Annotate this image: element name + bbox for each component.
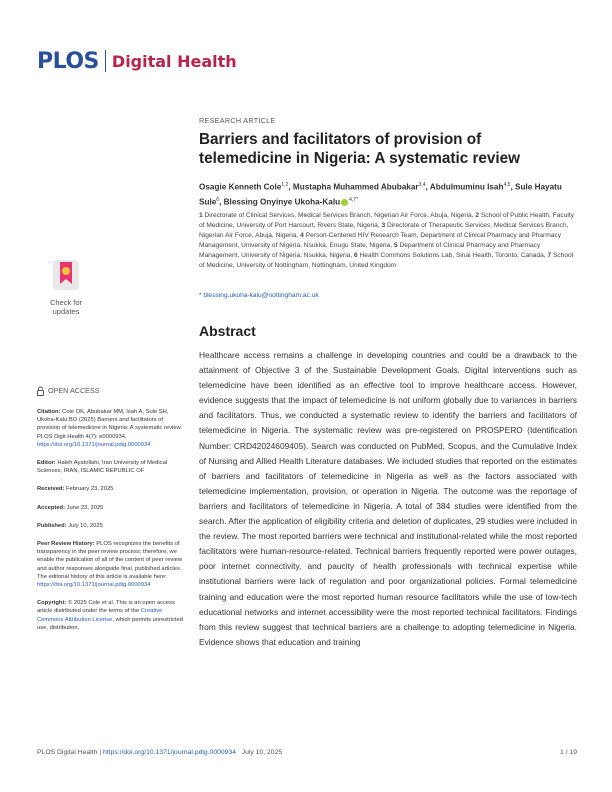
logo-divider: [105, 50, 106, 72]
received-date: Received: February 23, 2025: [37, 486, 114, 493]
peer-review-history: Peer Review History: PLOS recognizes the benefits of transparency in the peer review process; therefore, we enable the publication of all of the content of peer review and author responses alongside final, published articles. The editorial history of this article is available here: https://doi.org/10.1371/journal.pdig.0000934: [37, 541, 183, 589]
peer-review-link[interactable]: https://doi.org/10.1371/journal.pdig.0000934: [37, 582, 151, 589]
check-for-updates-badge[interactable]: [42, 258, 90, 316]
open-access-label: OPEN ACCESS: [37, 386, 187, 396]
affiliations: 1 Directorate of Clinical Services, Medical Services Branch, Nigerian Air Force, Abuja, Nigeria, 2 School of Public Health, Faculty of Medicine, University of Port Harcourt, Rivers State, Nigeria, 3 Directorate of Therapeutic Services, Medical Services Branch, Nigerian Air Force, Abuja, Nigeria, 4 Person-Centered HIV Research Team, Department of Clinical Pharmacy and Pharmacy Management, University of Nigeria, Nsukka, Enugu State, Nigeria, 5 Department of Clinical Pharmacy and Pharmacy Management, University of Nigeria, Nsukka, Nigeria, 6 Health Commons Solutions Lab, Sinai Health, Toronto, Canada, 7 School of Medicine, University of Nottingham, Nottingham, United Kingdom: [199, 212, 574, 270]
orcid-icon[interactable]: [341, 199, 348, 206]
abstract-heading: Abstract: [199, 323, 256, 339]
editor: Editor: Haleh Ayatollahi, Iran University of Medical Sciences, IRAN, ISLAMIC REPUBLIC OF: [37, 460, 168, 475]
article-title: Barriers and facilitators of provision of telemedicine in Nigeria: A systematic review: [199, 131, 521, 167]
abstract-text: Healthcare access remains a challenge in developing countries and could be a drawback to the attainment of Objective 3 of the Sustainable Development Goals. Digital interventions such as telemedicine have been identified as an effective tool to improve healthcare access. However, evidence suggests that the impact of telemedicine is not uniform globally due to variances in barriers and facilitators. Thus, we conducted a systematic review to identify the barriers and facilitators of telemedicine in Nigeria. The systematic review was pre-registered on PROSPERO (Identification Number: CRD42024609405). Search was conducted on PubMed, Scopus, and the Cumulative Index of Nursing and Allied Health Literature databases. We included studies that reported on the estimates of barriers and facilitators of telemedicine in Nigeria as well as the factors associated with telemedicine implementation, provision, or operation in Nigeria. The outcome was the reportage of barriers and facilitators of telemedicine in Nigeria. A total of 384 studies were identified from the search. After the application of eligibility criteria and deletion of duplicates, 29 studies were included in the review. The most reported barriers were technical and institutional-related while the most reported facilitators were human-resource-related. Technical barriers frequently reported were power outages, poor internet connectivity, and paucity of health professionals with technical expertise while institutional barriers were lack of regulation and poor organizational policies. Formal telemedicine training and education were the most reported human resource facilitators while the use of low-tech educational networks and internet accessibility were the most reported technical facilitators. Findings from this review suggest that technical barriers are a challenge to adopting telemedicine in Nigeria. Evidence shows that education and training: [199, 350, 577, 647]
author-list: Osagie Kenneth Cole$^{1,2}$, Mustapha Muhammed Abubakar$^{3,4}$, Abdulmuminu Isah$^{4,5}$, Sule Hayatu Sule$^6$, Blessing Onyinye Ukoha-Kalu $^{4,7*}$: [199, 182, 562, 207]
page-number: 1 / 19: [559, 749, 577, 756]
check-updates-icon: [51, 258, 81, 292]
author-name[interactable]: Blessing Onyinye Ukoha-Kalu: [223, 197, 341, 207]
logo-journal-name: Digital Health: [111, 51, 237, 71]
footer-date: July 10, 2025: [241, 749, 283, 756]
article-type: RESEARCH ARTICLE: [199, 116, 276, 125]
footer-journal: PLOS Digital Health: [37, 749, 98, 756]
article-info-sidebar: [37, 386, 187, 642]
footer-doi-link[interactable]: https://doi.org/10.1371/journal.pdig.0000934: [103, 749, 237, 756]
check-updates-label: Check for updates: [49, 298, 83, 316]
published-date: Published: July 10, 2025: [37, 522, 103, 529]
license-link[interactable]: Creative Commons Attribution License: [37, 608, 163, 623]
author-name[interactable]: Sule Hayatu Sule: [199, 182, 562, 207]
accepted-date: Accepted: June 23, 2025: [37, 504, 104, 511]
corresponding-email: * blessing.ukoha-kalu@nottingham.ac.uk: [199, 292, 319, 299]
author-name[interactable]: Osagie Kenneth Cole: [199, 182, 282, 192]
logo-plos: PLOS: [37, 48, 99, 74]
email-link[interactable]: blessing.ukoha-kalu@nottingham.ac.uk: [203, 292, 319, 299]
journal-logo[interactable]: [37, 47, 237, 75]
footer-left: PLOS Digital Health | https://doi.org/10.1371/journal.pdig.0000934 July 10, 2025: [37, 749, 283, 756]
page-footer: [37, 749, 577, 756]
citation: Citation: Cole OK, Abubakar MM, Isah A, Sule SH, Ukoha-Kalu BO (2025) Barriers and facilitators of provision of telemedicine in Nigeria: A systematic review. PLOS Digit Health 4(7): e0000934. https://doi.org/10.1371/journal.pdig.0000934: [37, 409, 182, 448]
author-name[interactable]: Abdulmuminu Isah: [429, 182, 504, 192]
copyright: Copyright: © 2025 Cole et al. This is an open access article distributed under the terms of the Creative Commons Attribution License, which permits unrestricted use, distribution,: [37, 600, 183, 631]
author-name[interactable]: Mustapha Muhammed Abubakar: [292, 182, 419, 192]
open-lock-icon: [37, 386, 44, 396]
citation-doi-link[interactable]: https://doi.org/10.1371/journal.pdig.0000934: [37, 441, 151, 448]
